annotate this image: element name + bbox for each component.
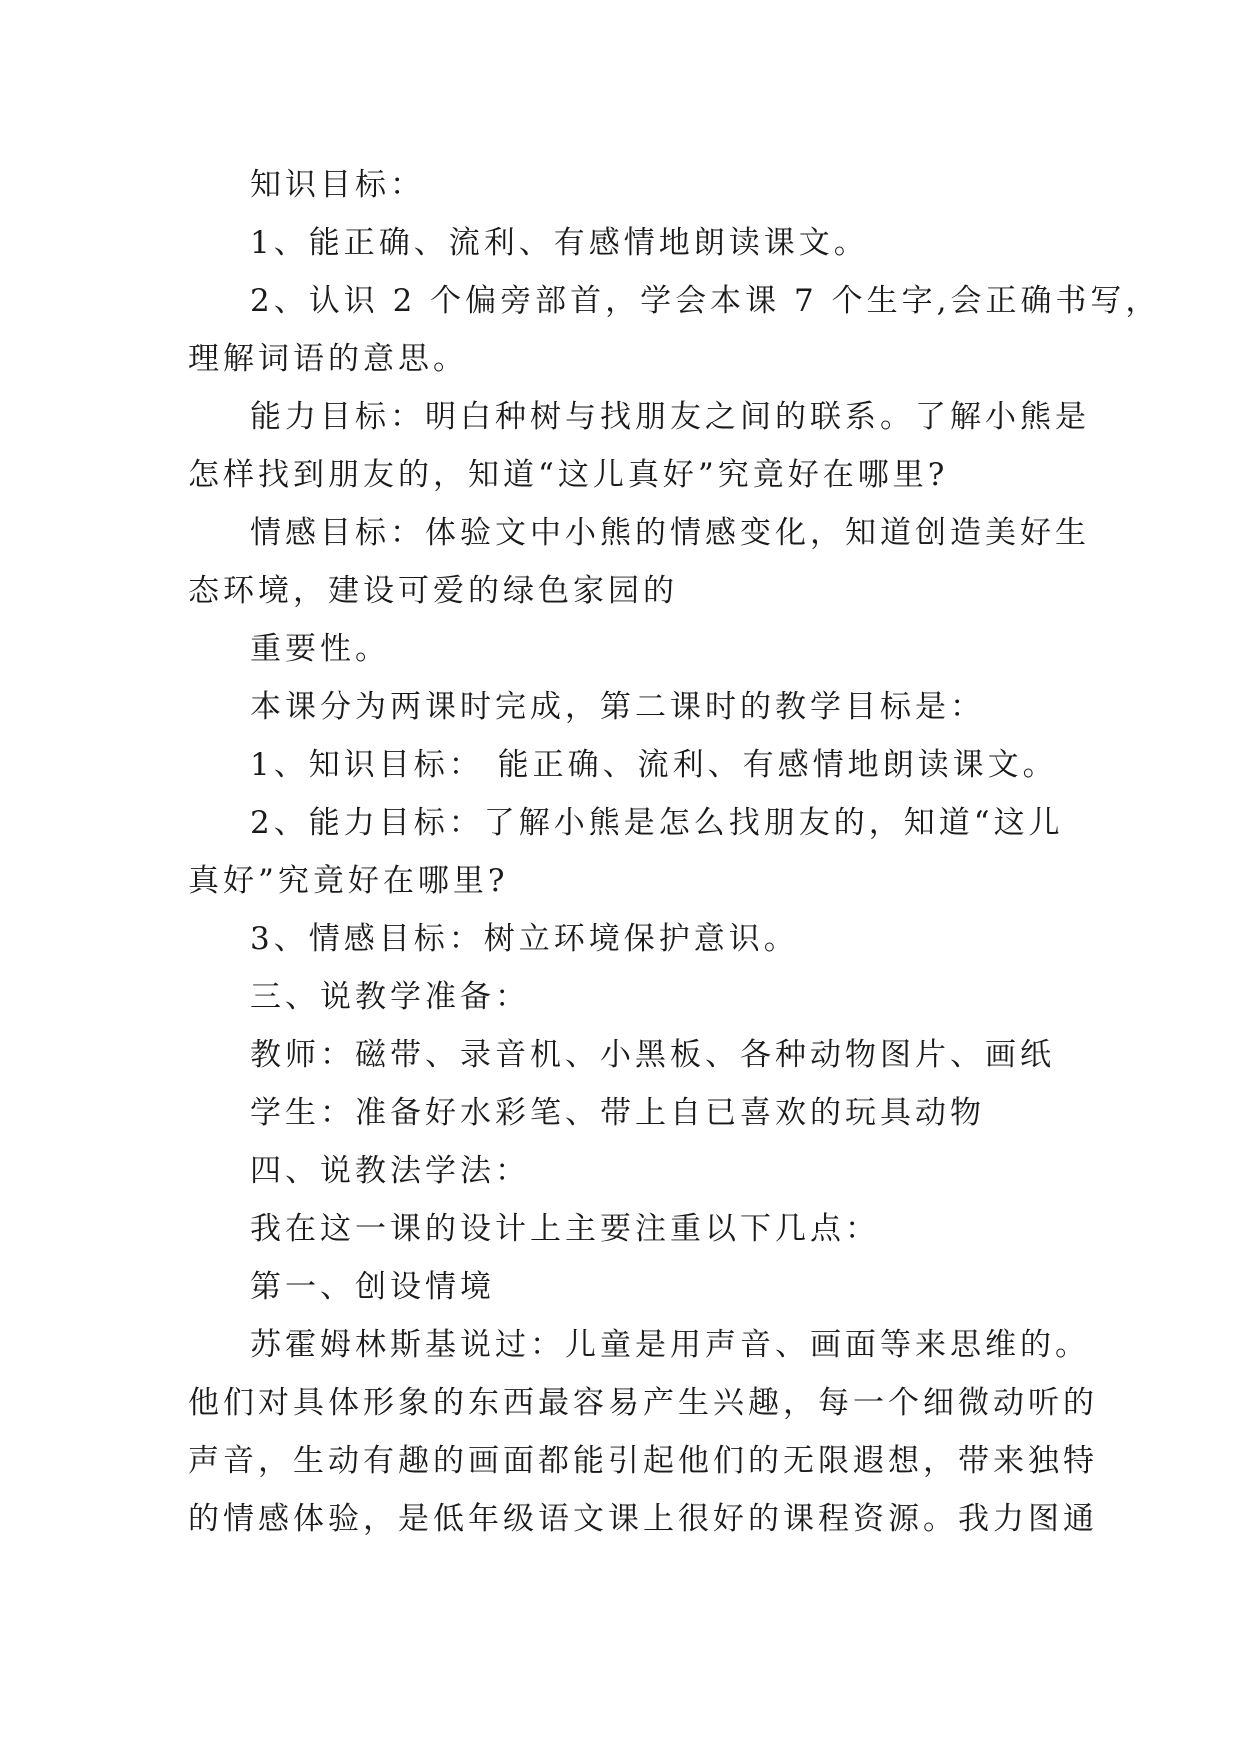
text-line: 能力目标：明白种树与找朋友之间的联系。了解小熊是 (250, 399, 1090, 435)
text-line: 教师：磁带、录音机、小黑板、各种动物图片、画纸 (250, 1037, 1055, 1073)
text-line: 我在这一课的设计上主要注重以下几点： (250, 1211, 880, 1247)
text-line: 理解词语的意思。 (188, 341, 468, 377)
text-line: 怎样找到朋友的，知道“这儿真好”究竟好在哪里? (188, 457, 949, 493)
text-line: 的情感体验，是低年级语文课上很好的课程资源。我力图通 (188, 1501, 1098, 1537)
subsection-heading: 第一、创设情境 (250, 1269, 495, 1305)
text-line: 情感目标：体验文中小熊的情感变化，知道创造美好生 (250, 515, 1090, 551)
text-line: 本课分为两课时完成，第二课时的教学目标是： (250, 689, 985, 725)
section-heading: 三、说教学准备： (250, 979, 530, 1015)
text-line: 知识目标： (250, 167, 425, 203)
text-line: 态环境，建设可爱的绿色家园的 (188, 573, 678, 609)
section-heading: 四、说教法学法： (250, 1153, 530, 1189)
text-line: 重要性。 (250, 631, 390, 667)
text-line: 1、能正确、流利、有感情地朗读课文。 (250, 225, 869, 261)
text-line: 真好”究竟好在哪里? (188, 863, 509, 899)
text-line: 苏霍姆林斯基说过：儿童是用声音、画面等来思维的。 (250, 1327, 1090, 1363)
text-line: 学生：准备好水彩笔、带上自已喜欢的玩具动物 (250, 1095, 985, 1131)
text-line: 1、知识目标： 能正确、流利、有感情地朗读课文。 (250, 747, 1058, 783)
text-line: 2、能力目标：了解小熊是怎么找朋友的，知道“这儿 (250, 805, 1064, 841)
text-line: 2、认识 2 个偏旁部首，学会本课 7 个生字,会正确书写， (250, 283, 1161, 319)
text-line: 声音，生动有趣的画面都能引起他们的无限遐想，带来独特 (188, 1443, 1098, 1479)
text-line: 他们对具体形象的东西最容易产生兴趣，每一个细微动听的 (188, 1385, 1098, 1421)
document-body (188, 156, 1161, 1548)
text-line: 3、情感目标：树立环境保护意识。 (250, 921, 799, 957)
